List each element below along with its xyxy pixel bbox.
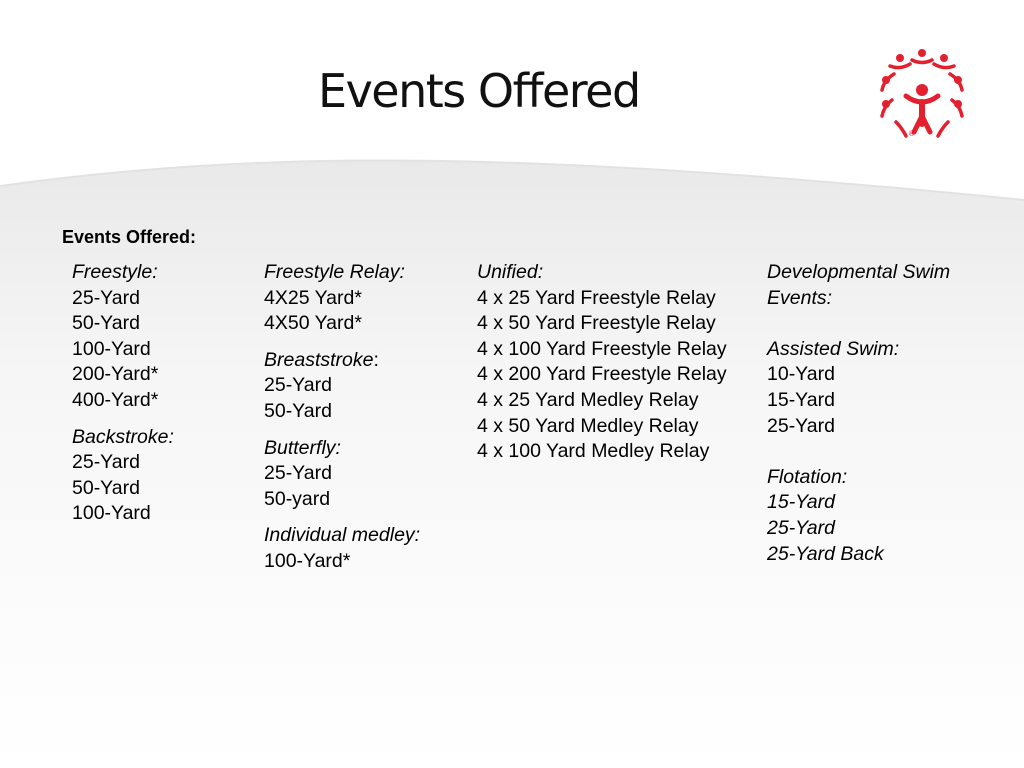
group-unified bbox=[477, 260, 727, 465]
event-item: 25-Yard bbox=[264, 462, 332, 485]
event-item: 50-yard bbox=[264, 487, 331, 510]
group-freestyle bbox=[72, 260, 174, 414]
group-freestyle-relay bbox=[264, 260, 420, 337]
event-item: 50-Yard bbox=[72, 476, 140, 499]
event-item: 4 x 50 Yard Freestyle Relay bbox=[477, 312, 716, 335]
event-item: 400-Yard* bbox=[72, 388, 159, 411]
group-flotation bbox=[767, 465, 950, 567]
group-label: Flotation: bbox=[767, 465, 848, 488]
event-item: 25-Yard Back bbox=[767, 542, 884, 565]
column-unified bbox=[477, 260, 727, 465]
event-item: 25-Yard bbox=[72, 286, 140, 309]
event-item: 10-Yard bbox=[767, 363, 835, 386]
event-item: 25-Yard bbox=[264, 374, 332, 397]
event-item: 100-Yard bbox=[72, 337, 151, 360]
event-item: 100-Yard* bbox=[264, 549, 351, 572]
column-relay-strokes bbox=[264, 260, 420, 575]
group-label: Backstroke: bbox=[72, 425, 174, 448]
group-label-colon: : bbox=[373, 348, 379, 371]
group-label-text: Breaststroke bbox=[264, 348, 374, 371]
group-butterfly bbox=[264, 436, 420, 513]
event-item: 4 x 25 Yard Medley Relay bbox=[477, 388, 699, 411]
group-label: Butterfly: bbox=[264, 436, 341, 459]
group-label: Unified: bbox=[477, 261, 544, 283]
group-label bbox=[264, 348, 420, 374]
group-label: Freestyle Relay: bbox=[264, 261, 405, 283]
event-item: 4X25 Yard* bbox=[264, 286, 362, 309]
group-breaststroke bbox=[264, 348, 420, 425]
group-label: Freestyle: bbox=[72, 261, 158, 283]
group-developmental bbox=[767, 260, 950, 311]
group-backstroke bbox=[72, 425, 174, 527]
event-item: 25-Yard bbox=[72, 451, 140, 474]
event-item: 15-Yard bbox=[767, 491, 835, 514]
event-item: 25-Yard bbox=[767, 516, 835, 539]
event-item: 4 x 100 Yard Freestyle Relay bbox=[477, 337, 727, 360]
column-freestyle-backstroke bbox=[72, 260, 174, 527]
event-item: 4 x 50 Yard Medley Relay bbox=[477, 414, 699, 437]
group-individual-medley bbox=[264, 523, 420, 574]
event-item: 100-Yard bbox=[72, 502, 151, 525]
event-item: 4 x 100 Yard Medley Relay bbox=[477, 440, 710, 463]
group-label: Individual medley: bbox=[264, 524, 421, 547]
group-label: Developmental Swim bbox=[767, 261, 951, 283]
event-item: 50-Yard bbox=[72, 312, 140, 335]
events-offered-heading: Events Offered: bbox=[62, 227, 197, 247]
event-item: 4X50 Yard* bbox=[264, 312, 362, 335]
column-developmental bbox=[767, 260, 950, 567]
event-item: 50-Yard bbox=[264, 399, 332, 422]
event-item: 4 x 200 Yard Freestyle Relay bbox=[477, 363, 727, 386]
group-label: Assisted Swim: bbox=[767, 337, 900, 360]
page-title: Events Offered bbox=[318, 64, 640, 118]
registered-mark: ® bbox=[908, 130, 915, 138]
event-item: 200-Yard* bbox=[72, 363, 159, 386]
special-olympics-logo-icon bbox=[876, 46, 968, 138]
event-item: 4 x 25 Yard Freestyle Relay bbox=[477, 286, 716, 309]
group-label: Events: bbox=[767, 286, 833, 309]
event-item: 15-Yard bbox=[767, 388, 835, 411]
group-assisted-swim bbox=[767, 337, 950, 439]
event-item: 25-Yard bbox=[767, 414, 835, 437]
